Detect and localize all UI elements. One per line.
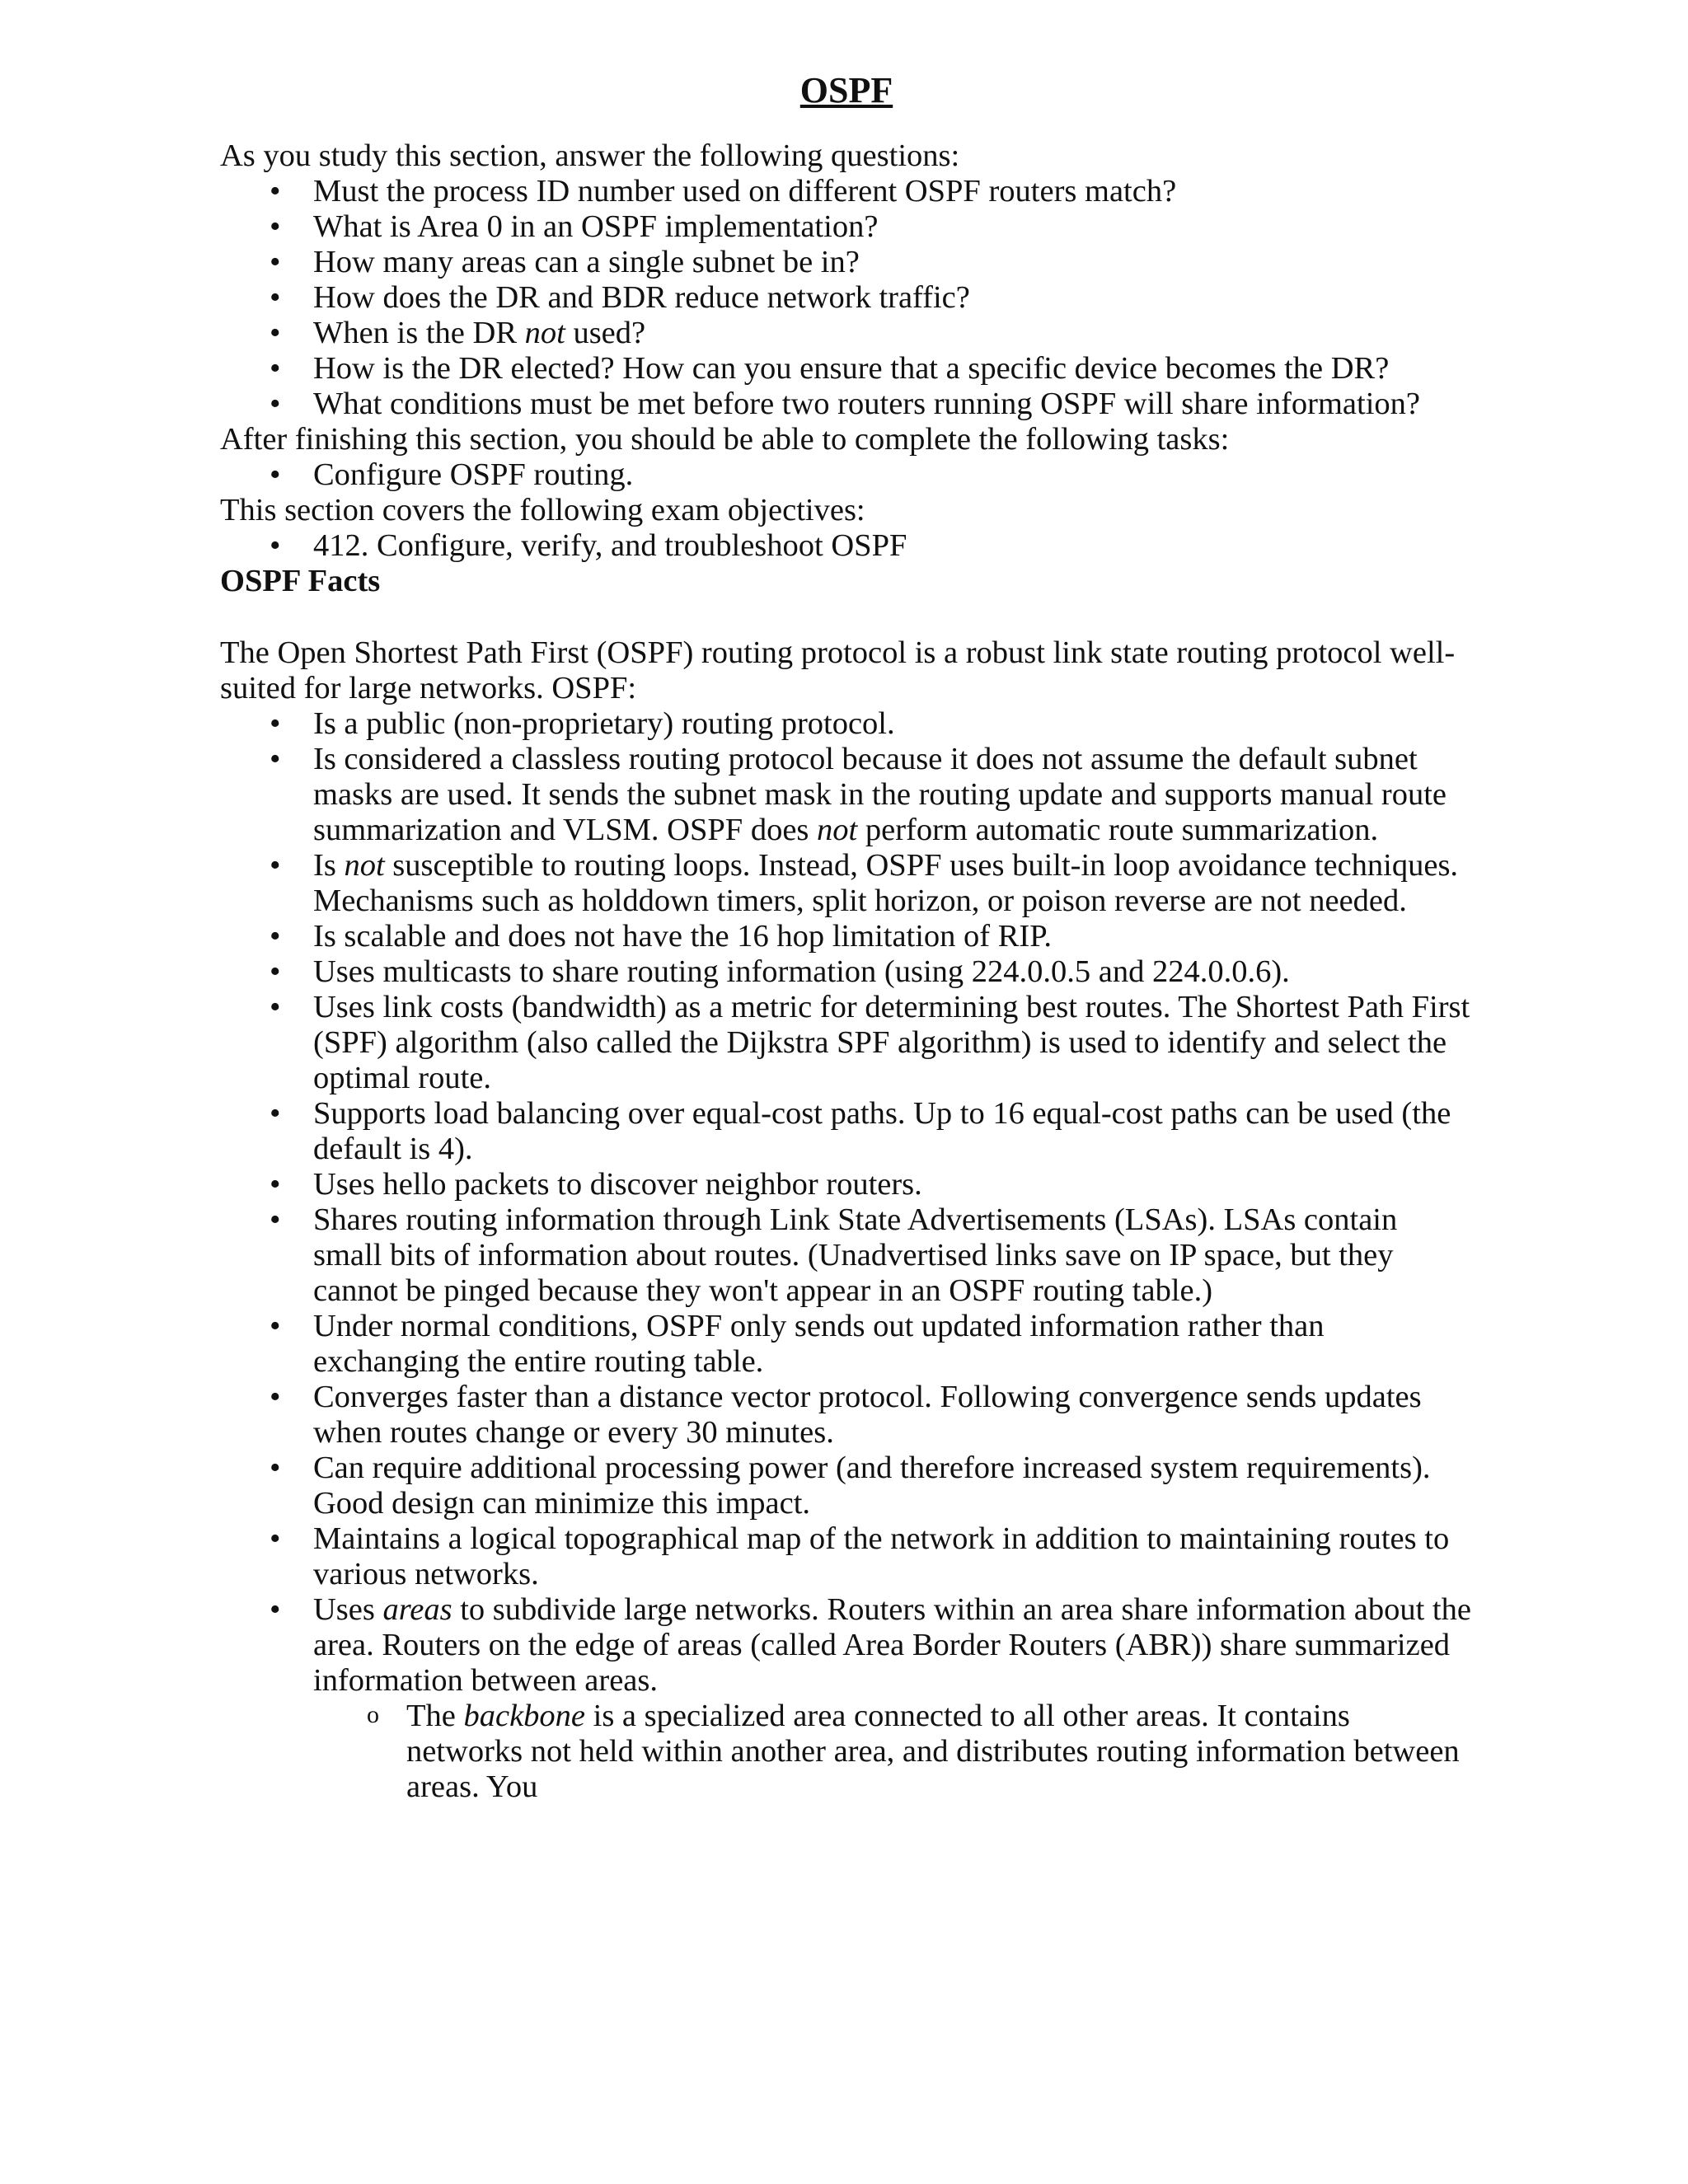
- list-item: • 412. Configure, verify, and troubleshoot OSPF: [220, 528, 1473, 564]
- sub-list: [313, 1699, 1473, 1805]
- text-run: Is: [313, 848, 345, 883]
- list-item: [220, 1592, 1473, 1805]
- text-run: When is the DR: [313, 316, 525, 350]
- list-item: • Uses hello packets to discover neighbor routers.: [220, 1167, 1473, 1202]
- facts-intro: The Open Shortest Path First (OSPF) routing protocol is a robust link state routing protocol well-suited for large networks. OSPF:: [220, 635, 1456, 705]
- tasks-list: [220, 457, 1473, 493]
- list-item: • Shares routing information through Link State Advertisements (LSAs). LSAs contain small bits of information about routes. (Unadvertised links save on IP space, but they cannot be pinged because they won't appear in an OSPF routing table.): [220, 1202, 1473, 1309]
- section-heading: OSPF Facts: [220, 564, 381, 598]
- text-run: used?: [565, 316, 646, 350]
- emphasis: not: [344, 848, 385, 883]
- list-item: • Uses multicasts to share routing information (using 224.0.0.5 and 224.0.0.6).: [220, 954, 1473, 990]
- list-item: • Is a public (non-proprietary) routing protocol.: [220, 706, 1473, 742]
- emphasis: not: [524, 316, 565, 350]
- facts-list: [220, 706, 1473, 1805]
- list-item: • Maintains a logical topographical map of the network in addition to maintaining routes to various networks.: [220, 1521, 1473, 1592]
- emphasis: not: [817, 813, 858, 847]
- list-item: • Supports load balancing over equal-cost paths. Up to 16 equal-cost paths can be used (the default is 4).: [220, 1096, 1473, 1167]
- emphasis: areas: [382, 1592, 452, 1627]
- list-item: [220, 742, 1473, 848]
- sub-list-item: [313, 1699, 1473, 1805]
- list-item: [220, 316, 1473, 351]
- text-run: The: [406, 1699, 464, 1733]
- list-item: • Under normal conditions, OSPF only sends out updated information rather than exchanging the entire routing table.: [220, 1309, 1473, 1380]
- objectives-list: [220, 528, 1473, 564]
- list-item: • What is Area 0 in an OSPF implementation?: [220, 209, 1473, 245]
- text-run: Is considered a classless routing protocol because it does not assume the default subnet masks are used. It sends the subnet mask in the routing update and supports manual route summarization and VLSM. OSPF does: [313, 742, 1447, 847]
- text-run: susceptible to routing loops. Instead, OSPF uses built-in loop avoidance techniques. Mechanisms such as holddown timers, split horizon, or poison reverse are not needed.: [313, 848, 1459, 918]
- list-item: [220, 848, 1473, 919]
- list-item: • How is the DR elected? How can you ensure that a specific device becomes the DR?: [220, 351, 1473, 387]
- list-item: • Must the process ID number used on different OSPF routers match?: [220, 174, 1473, 209]
- tasks-intro: After finishing this section, you should be able to complete the following tasks:: [220, 422, 1230, 457]
- list-item: • Configure OSPF routing.: [220, 457, 1473, 493]
- list-item: • Is scalable and does not have the 16 hop limitation of RIP.: [220, 919, 1473, 954]
- document-page: [220, 69, 1473, 1805]
- text-run: to subdivide large networks. Routers within an area share information about the area. Routers on the edge of areas (called Area Border Routers (ABR)) share summarized information between areas.: [313, 1592, 1471, 1698]
- list-item: • How does the DR and BDR reduce network traffic?: [220, 280, 1473, 316]
- list-item: • Uses link costs (bandwidth) as a metric for determining best routes. The Shortest Path First (SPF) algorithm (also called the Dijkstra SPF algorithm) is used to identify and select the optimal route.: [220, 990, 1473, 1096]
- questions-list: [220, 174, 1473, 422]
- list-item: • Converges faster than a distance vector protocol. Following convergence sends updates when routes change or every 30 minutes.: [220, 1380, 1473, 1451]
- objectives-intro: This section covers the following exam objectives:: [220, 493, 865, 527]
- list-item: • What conditions must be met before two routers running OSPF will share information?: [220, 387, 1473, 422]
- page-title: OSPF: [799, 70, 893, 110]
- emphasis: backbone: [463, 1699, 585, 1733]
- text-run: perform automatic route summarization.: [857, 813, 1379, 847]
- list-item: • Can require additional processing power (and therefore increased system requirements). Good design can minimize this impact.: [220, 1451, 1473, 1521]
- text-run: Uses: [313, 1592, 383, 1627]
- list-item: • How many areas can a single subnet be in?: [220, 245, 1473, 280]
- questions-intro: As you study this section, answer the following questions:: [220, 138, 960, 173]
- text-run: is a specialized area connected to all other areas. It contains networks not held within another area, and distributes routing information between areas. You: [406, 1699, 1460, 1804]
